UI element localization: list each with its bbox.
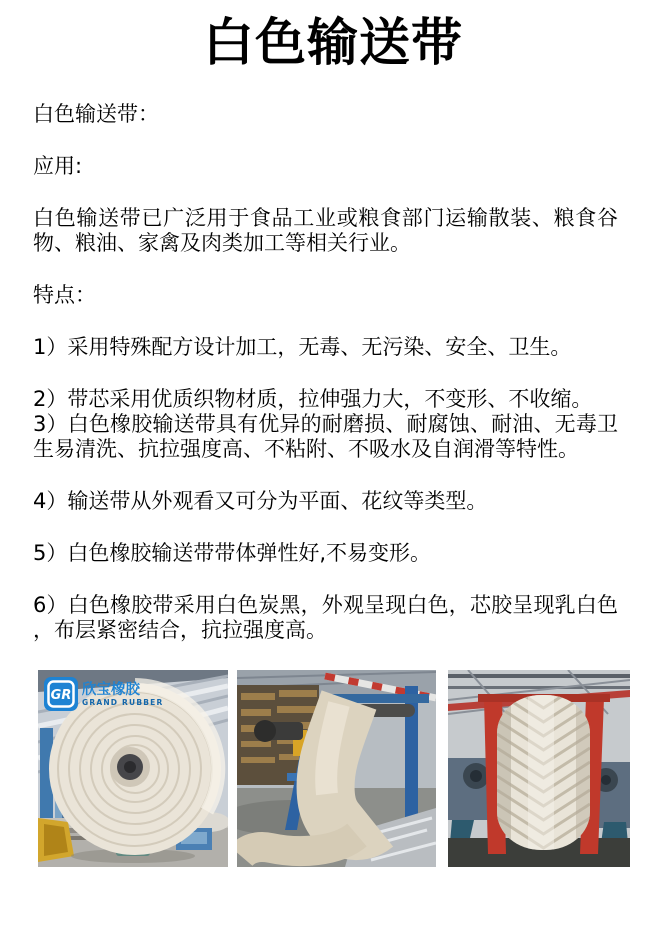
belt-roll-illustration xyxy=(38,670,228,867)
product-photo-chevron-roll xyxy=(448,670,630,867)
intro-label: 白色输送带： xyxy=(33,102,159,126)
feature-item-5: 5）白色橡胶输送带带体弹性好,不易变形。 xyxy=(33,541,432,565)
feature-item-2: 2）带芯采用优质织物材质，拉伸强力大，不变形、不收缩。 xyxy=(33,387,593,411)
logo-name-en: GRAND RUBBER xyxy=(82,698,164,707)
application-label: 应用: xyxy=(33,154,83,178)
logo-monogram: GR xyxy=(50,688,72,703)
feature-item-6: 6）白色橡胶带采用白色炭黑，外观呈现白色，芯胶呈现乳白色，布层紧密结合，抗拉强度高。 xyxy=(33,593,618,642)
roll-hub xyxy=(110,747,150,787)
page-title: 白色输送带 xyxy=(202,14,463,73)
product-photos-row xyxy=(38,670,666,867)
feature-item-4: 4）输送带从外观看又可分为平面、花纹等类型。 xyxy=(33,489,488,513)
product-photo-belt-roll xyxy=(38,670,228,867)
feature-item-1: 1）采用特殊配方设计加工，无毒、无污染、安全、卫生。 xyxy=(33,335,572,359)
application-text: 白色输送带已广泛用于食品工业或粮食部门运输散装、粮食谷物、粮油、家禽及肉类加工等相关行业。 xyxy=(33,206,618,255)
chevron-roll-illustration xyxy=(448,670,630,867)
production-line-illustration xyxy=(237,670,436,867)
feature-group-2-3 xyxy=(33,387,618,462)
product-photo-production-line xyxy=(237,670,436,867)
product-description xyxy=(33,102,618,643)
logo-name-cn: 欣宝橡胶 xyxy=(82,682,140,698)
feature-item-3: 3）白色橡胶输送带具有优异的耐磨损、耐腐蚀、耐油、无毒卫生易清洗、抗拉强度高、不粘附、不吸水及自润滑等特性。 xyxy=(33,412,618,461)
features-label: 特点： xyxy=(33,283,96,307)
